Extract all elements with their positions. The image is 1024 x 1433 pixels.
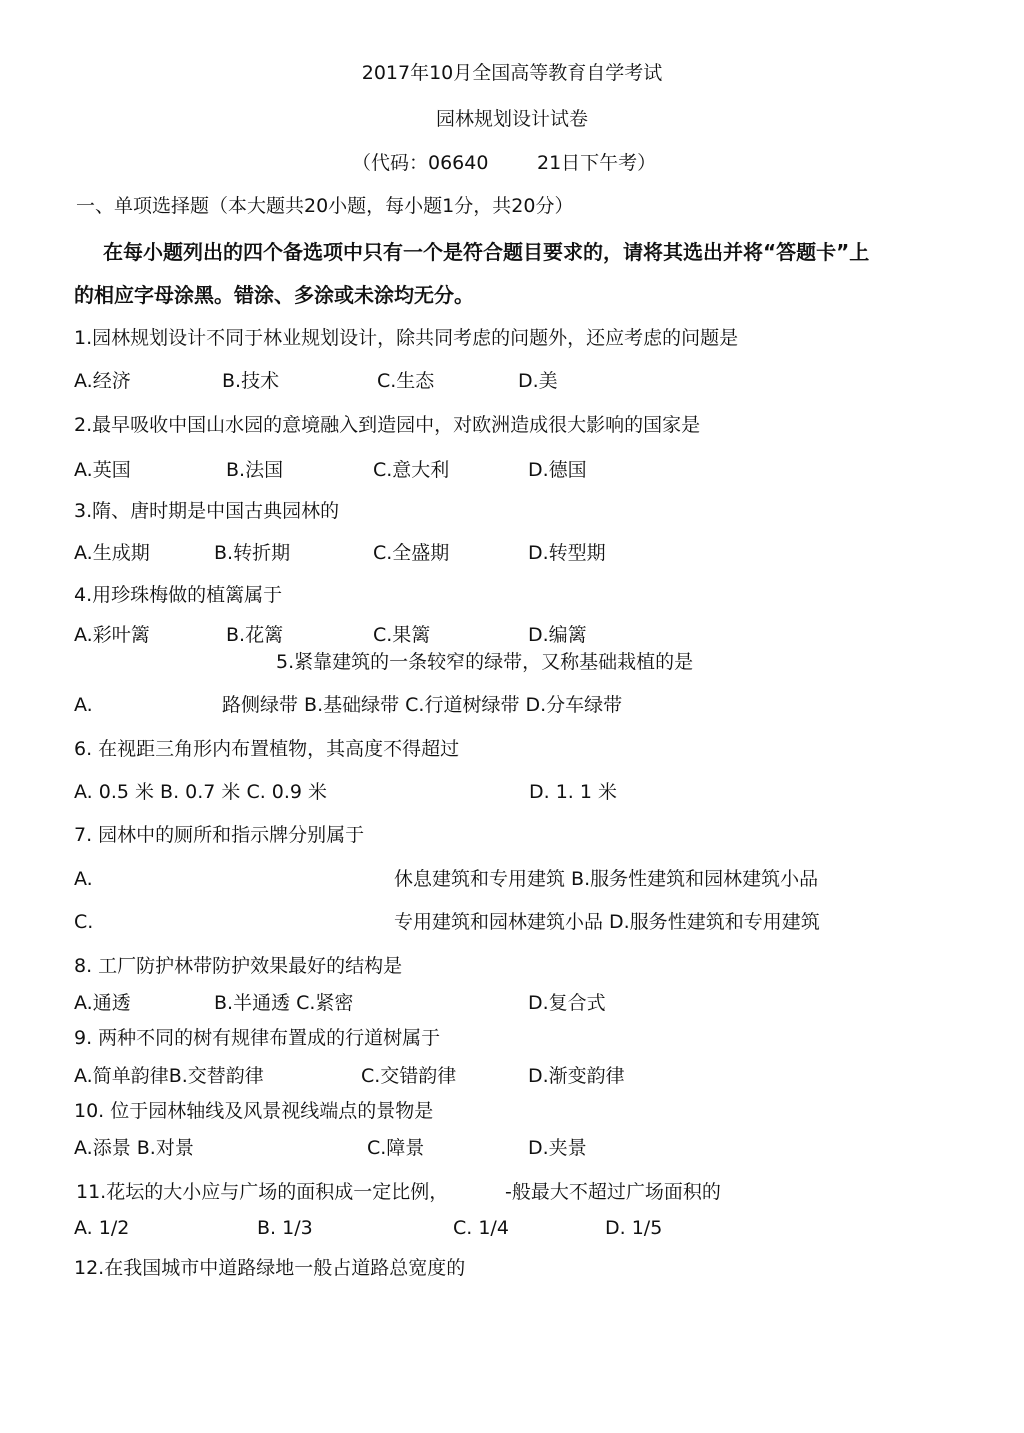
q3-option-a: A.生成期 bbox=[74, 542, 150, 564]
q3-option-c: C.全盛期 bbox=[373, 542, 450, 564]
question-11-part-2: -般最大不超过广场面积的 bbox=[505, 1181, 721, 1203]
q1-option-a: A.经济 bbox=[74, 370, 131, 392]
q8-option-d: D.复合式 bbox=[528, 992, 606, 1014]
question-7: 7. 园林中的厕所和指示牌分别属于 bbox=[74, 824, 365, 846]
q7-option-a-letter: A. bbox=[74, 868, 93, 890]
question-10: 10. 位于园林轴线及风景视线端点的景物是 bbox=[74, 1100, 434, 1122]
q8-option-a: A.通透 bbox=[74, 992, 131, 1014]
q11-option-c: C. 1/4 bbox=[453, 1217, 509, 1239]
q5-option-a-letter: A. bbox=[74, 694, 93, 716]
q2-option-a: A.英国 bbox=[74, 459, 131, 481]
q6-option-d: D. 1. 1 米 bbox=[529, 781, 618, 803]
q6-options-abc: A. 0.5 米 B. 0.7 米 C. 0.9 米 bbox=[74, 781, 328, 803]
q4-option-b: B.花篱 bbox=[226, 624, 284, 646]
q9-option-d: D.渐变韵律 bbox=[528, 1065, 625, 1087]
question-8: 8. 工厂防护林带防护效果最好的结构是 bbox=[74, 955, 403, 977]
exam-code: （代码：06640 bbox=[352, 152, 489, 174]
question-5: 5.紧靠建筑的一条较窄的绿带，又称基础栽植的是 bbox=[276, 651, 694, 673]
exam-title: 2017年10月全国高等教育自学考试 bbox=[361, 62, 663, 84]
q11-option-d: D. 1/5 bbox=[605, 1217, 663, 1239]
q4-option-c: C.果篱 bbox=[373, 624, 431, 646]
exam-date: 21日下午考） bbox=[537, 152, 657, 174]
question-3: 3.隋、唐时期是中国古典园林的 bbox=[74, 500, 340, 522]
q3-option-d: D.转型期 bbox=[528, 542, 606, 564]
q1-option-d: D.美 bbox=[518, 370, 558, 392]
q11-option-b: B. 1/3 bbox=[257, 1217, 313, 1239]
q3-option-b: B.转折期 bbox=[214, 542, 291, 564]
question-12: 12.在我国城市中道路绿地一般占道路总宽度的 bbox=[74, 1257, 466, 1279]
question-6: 6. 在视距三角形内布置植物，其高度不得超过 bbox=[74, 738, 460, 760]
question-4: 4.用珍珠梅做的植篱属于 bbox=[74, 584, 283, 606]
q7-options-cd: 专用建筑和园林建筑小品 D.服务性建筑和专用建筑 bbox=[394, 911, 820, 933]
q10-option-d: D.夹景 bbox=[528, 1137, 587, 1159]
section-title: 一、单项选择题（本大题共20小题，每小题1分，共20分） bbox=[76, 195, 574, 217]
question-1: 1.园林规划设计不同于林业规划设计，除共同考虑的问题外，还应考虑的问题是 bbox=[74, 327, 739, 349]
q5-options: 路侧绿带 B.基础绿带 C.行道树绿带 D.分车绿带 bbox=[222, 694, 623, 716]
q4-option-d: D.编篱 bbox=[528, 624, 587, 646]
q2-option-d: D.德国 bbox=[528, 459, 587, 481]
q7-options-ab: 休息建筑和专用建筑 B.服务性建筑和园林建筑小品 bbox=[394, 868, 819, 890]
q1-option-c: C.生态 bbox=[377, 370, 435, 392]
paper-title: 园林规划设计试卷 bbox=[435, 108, 588, 130]
q4-option-a: A.彩叶篱 bbox=[74, 624, 150, 646]
question-11-part-1: 11.花坛的大小应与广场的面积成一定比例， bbox=[76, 1181, 449, 1203]
instructions-line-2: 的相应字母涂黑。错涂、多涂或未涂均无分。 bbox=[74, 283, 474, 307]
q7-option-c-letter: C. bbox=[74, 911, 94, 933]
q9-options-ab: A.简单韵律B.交替韵律 bbox=[74, 1065, 264, 1087]
q10-option-c: C.障景 bbox=[367, 1137, 425, 1159]
instructions-line-1: 在每小题列出的四个备选项中只有一个是符合题目要求的，请将其选出并将“答题卡”上 bbox=[103, 240, 870, 264]
q1-option-b: B.技术 bbox=[222, 370, 280, 392]
q11-option-a: A. 1/2 bbox=[74, 1217, 130, 1239]
question-2: 2.最早吸收中国山水园的意境融入到造园中，对欧洲造成很大影响的国家是 bbox=[74, 414, 701, 436]
q10-options-ab: A.添景 B.对景 bbox=[74, 1137, 194, 1159]
q8-options-bc: B.半通透 C.紧密 bbox=[214, 992, 354, 1014]
question-9: 9. 两种不同的树有规律布置成的行道树属于 bbox=[74, 1027, 441, 1049]
q9-option-c: C.交错韵律 bbox=[361, 1065, 457, 1087]
q2-option-c: C.意大利 bbox=[373, 459, 450, 481]
q2-option-b: B.法国 bbox=[226, 459, 284, 481]
